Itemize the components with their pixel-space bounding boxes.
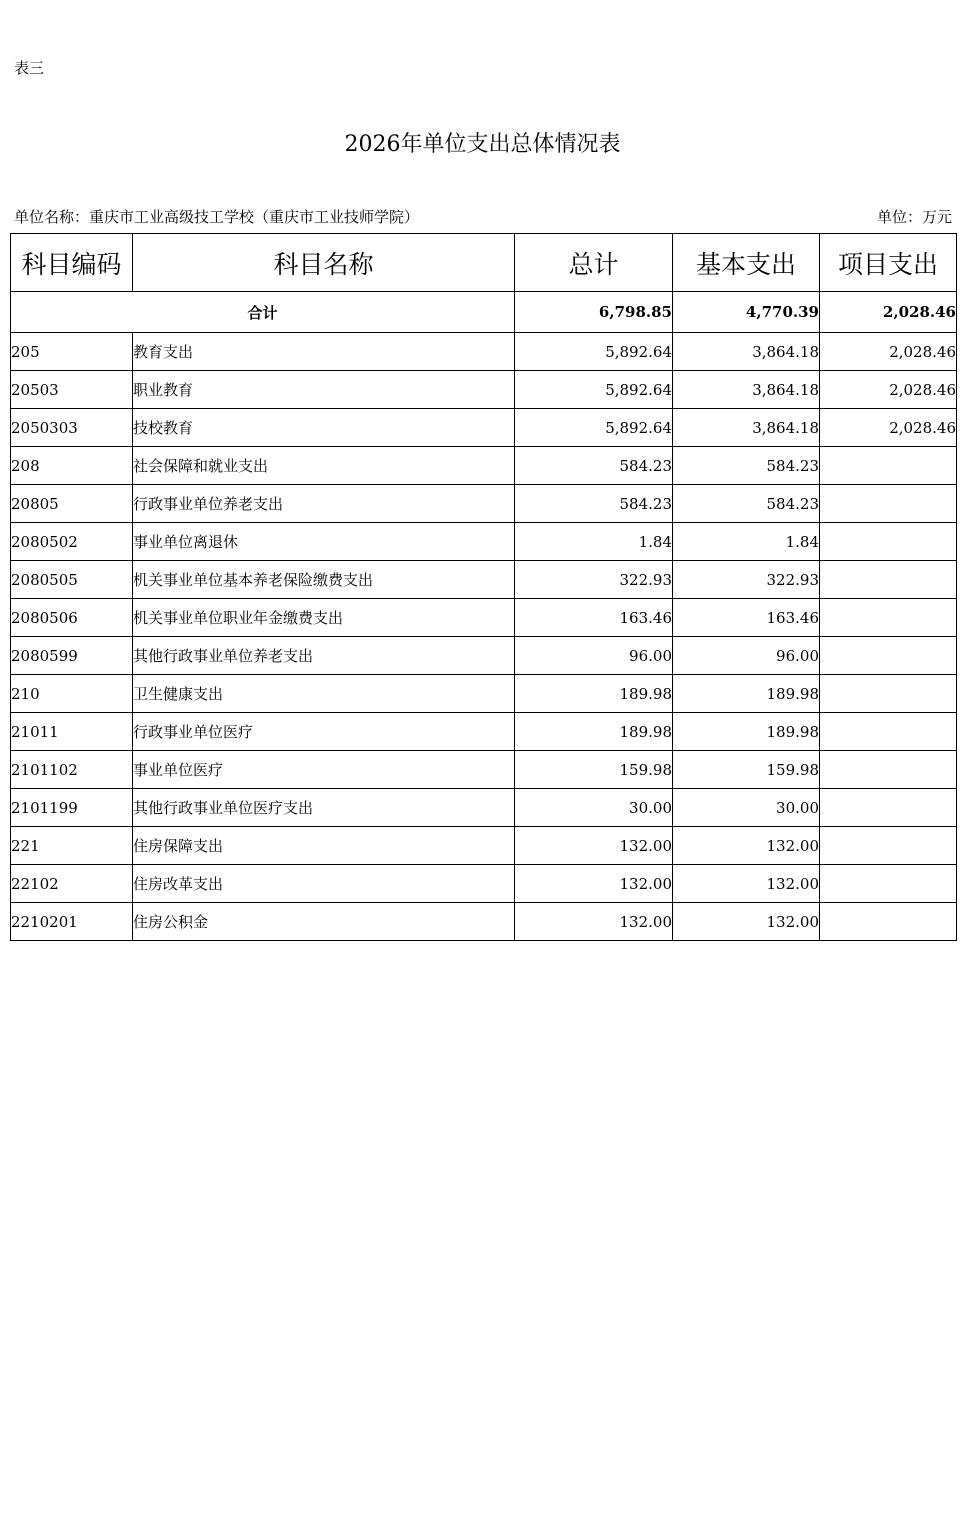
total-project: 2,028.46 (820, 292, 957, 333)
row-code: 20503 (11, 371, 133, 409)
header-name: 科目名称 (133, 234, 515, 292)
row-code: 2080502 (11, 523, 133, 561)
row-project (820, 865, 957, 903)
row-code: 2101199 (11, 789, 133, 827)
row-total: 159.98 (515, 751, 673, 789)
row-code: 2101102 (11, 751, 133, 789)
row-project (820, 789, 957, 827)
row-project (820, 675, 957, 713)
row-total: 189.98 (515, 713, 673, 751)
table-header-row (11, 234, 957, 292)
row-total: 5,892.64 (515, 333, 673, 371)
row-project (820, 903, 957, 941)
row-project: 2,028.46 (820, 409, 957, 447)
page-title: 2026年单位支出总体情况表 (344, 132, 621, 157)
row-total: 5,892.64 (515, 409, 673, 447)
row-code: 2210201 (11, 903, 133, 941)
row-name: 其他行政事业单位医疗支出 (133, 789, 515, 827)
table-row (11, 561, 957, 599)
row-code: 221 (11, 827, 133, 865)
row-basic: 3,864.18 (673, 409, 820, 447)
row-basic: 96.00 (673, 637, 820, 675)
header-basic: 基本支出 (673, 234, 820, 292)
row-total: 163.46 (515, 599, 673, 637)
row-name: 事业单位医疗 (133, 751, 515, 789)
table-row (11, 523, 957, 561)
table-row (11, 713, 957, 751)
row-code: 2080599 (11, 637, 133, 675)
row-total: 322.93 (515, 561, 673, 599)
row-basic: 189.98 (673, 675, 820, 713)
row-basic: 132.00 (673, 865, 820, 903)
table-row (11, 865, 957, 903)
row-code: 22102 (11, 865, 133, 903)
row-name: 社会保障和就业支出 (133, 447, 515, 485)
row-code: 20805 (11, 485, 133, 523)
expenditure-table (10, 233, 957, 941)
header-project: 项目支出 (820, 234, 957, 292)
row-project: 2,028.46 (820, 333, 957, 371)
row-name: 机关事业单位职业年金缴费支出 (133, 599, 515, 637)
row-project (820, 523, 957, 561)
total-row (11, 292, 957, 333)
row-basic: 189.98 (673, 713, 820, 751)
row-code: 205 (11, 333, 133, 371)
unit-name: 单位名称：重庆市工业高级技工学校（重庆市工业技师学院） (14, 208, 420, 226)
row-total: 1.84 (515, 523, 673, 561)
row-project (820, 599, 957, 637)
row-project: 2,028.46 (820, 371, 957, 409)
table-row (11, 675, 957, 713)
row-name: 住房公积金 (133, 903, 515, 941)
row-name: 住房改革支出 (133, 865, 515, 903)
table-row (11, 371, 957, 409)
row-project (820, 485, 957, 523)
row-name: 住房保障支出 (133, 827, 515, 865)
row-total: 5,892.64 (515, 371, 673, 409)
row-project (820, 751, 957, 789)
row-code: 208 (11, 447, 133, 485)
row-project (820, 827, 957, 865)
row-name: 行政事业单位医疗 (133, 713, 515, 751)
row-code: 21011 (11, 713, 133, 751)
total-label: 合计 (11, 292, 515, 333)
row-code: 2050303 (11, 409, 133, 447)
header-total: 总计 (515, 234, 673, 292)
total-sum: 6,798.85 (515, 292, 673, 333)
row-total: 584.23 (515, 447, 673, 485)
row-basic: 3,864.18 (673, 371, 820, 409)
row-name: 职业教育 (133, 371, 515, 409)
header-code: 科目编码 (11, 234, 133, 292)
row-project (820, 561, 957, 599)
row-name: 教育支出 (133, 333, 515, 371)
row-basic: 1.84 (673, 523, 820, 561)
row-basic: 163.46 (673, 599, 820, 637)
row-name: 行政事业单位养老支出 (133, 485, 515, 523)
row-basic: 132.00 (673, 903, 820, 941)
table-row (11, 447, 957, 485)
row-basic: 584.23 (673, 485, 820, 523)
row-project (820, 713, 957, 751)
table-row (11, 827, 957, 865)
row-basic: 159.98 (673, 751, 820, 789)
row-name: 机关事业单位基本养老保险缴费支出 (133, 561, 515, 599)
row-total: 132.00 (515, 903, 673, 941)
table-number: 表三 (14, 59, 45, 77)
row-basic: 30.00 (673, 789, 820, 827)
row-total: 30.00 (515, 789, 673, 827)
row-project (820, 637, 957, 675)
currency-unit: 单位：万元 (876, 208, 952, 226)
row-code: 2080505 (11, 561, 133, 599)
row-name: 卫生健康支出 (133, 675, 515, 713)
row-code: 2080506 (11, 599, 133, 637)
row-code: 210 (11, 675, 133, 713)
row-total: 132.00 (515, 827, 673, 865)
row-total: 189.98 (515, 675, 673, 713)
row-basic: 322.93 (673, 561, 820, 599)
table-row (11, 789, 957, 827)
row-basic: 3,864.18 (673, 333, 820, 371)
row-name: 技校教育 (133, 409, 515, 447)
row-total: 584.23 (515, 485, 673, 523)
row-total: 132.00 (515, 865, 673, 903)
row-basic: 132.00 (673, 827, 820, 865)
row-name: 事业单位离退休 (133, 523, 515, 561)
table-row (11, 637, 957, 675)
table-row (11, 333, 957, 371)
table-row (11, 751, 957, 789)
row-project (820, 447, 957, 485)
table-row (11, 485, 957, 523)
table-row (11, 409, 957, 447)
row-name: 其他行政事业单位养老支出 (133, 637, 515, 675)
row-total: 96.00 (515, 637, 673, 675)
row-basic: 584.23 (673, 447, 820, 485)
total-basic: 4,770.39 (673, 292, 820, 333)
table-row (11, 903, 957, 941)
table-row (11, 599, 957, 637)
